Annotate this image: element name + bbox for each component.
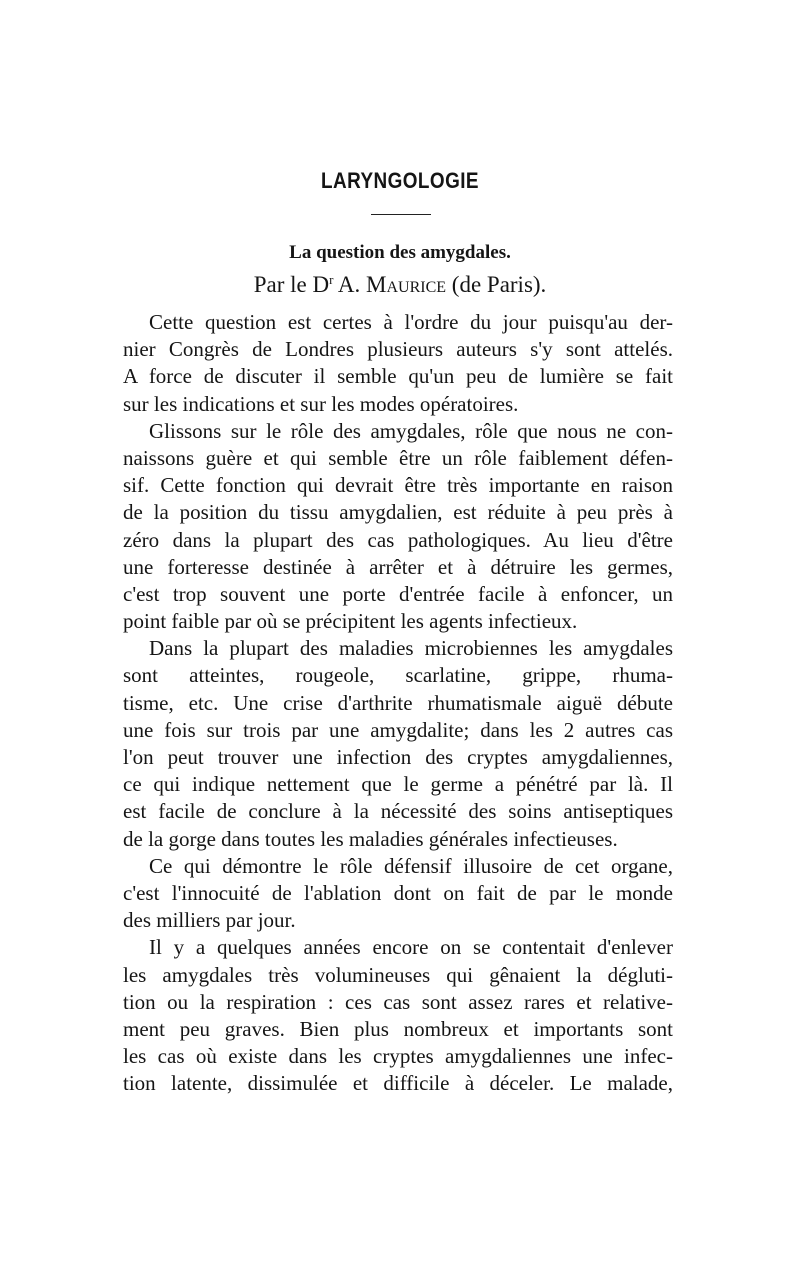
text-line: c'est trop souvent une porte d'entrée facile à enfoncer, un bbox=[123, 581, 673, 606]
byline-initial: A. bbox=[337, 272, 361, 297]
text-line: sont atteintes, rougeole, scarlatine, grippe, rhuma- bbox=[123, 663, 673, 688]
byline bbox=[0, 272, 800, 298]
text-line: les amygdales très volumineuses qui gênaient la dégluti- bbox=[123, 962, 673, 987]
text-line: de la gorge dans toutes les maladies générales infectieuses. bbox=[123, 826, 618, 851]
text-line: Il y a quelques années encore on se contentait d'enlever bbox=[149, 935, 673, 960]
text-line: point faible par où se précipitent les agents infectieux. bbox=[123, 609, 578, 634]
text-line: naissons guère et qui semble être un rôle faiblement défen- bbox=[123, 445, 673, 470]
heading-rule bbox=[371, 214, 431, 215]
text-line: est facile de conclure à la nécessité des soins antiseptiques bbox=[123, 799, 673, 824]
text-line: Glissons sur le rôle des amygdales, rôle que nous ne con- bbox=[149, 418, 673, 443]
text-line: Cette question est certes à l'ordre du jour puisqu'au der- bbox=[149, 310, 673, 334]
text-line: une fois sur trois par une amygdalite; dans les 2 autres cas bbox=[123, 717, 673, 742]
text-line: sur les indications et sur les modes opératoires. bbox=[123, 391, 519, 416]
text-line: tion ou la respiration : ces cas sont assez rares et relative- bbox=[123, 989, 673, 1014]
article-title: La question des amygdales. bbox=[289, 242, 511, 263]
text-line: tisme, etc. Une crise d'arthrite rhumatismale aiguë débute bbox=[123, 690, 673, 715]
article-body bbox=[123, 309, 673, 1097]
text-line: A force de discuter il semble qu'un peu de lumière se fait bbox=[123, 364, 673, 389]
text-line: sif. Cette fonction qui devrait être très importante en raison bbox=[123, 473, 673, 498]
text-line: tion latente, dissimulée et difficile à déceler. Le malade, bbox=[123, 1071, 673, 1096]
text-line: de la position du tissu amygdalien, est réduite à peu près à bbox=[123, 500, 673, 525]
byline-sup: r bbox=[329, 272, 334, 287]
text-line: les cas où existe dans les cryptes amygdaliennes une infec- bbox=[123, 1044, 673, 1069]
byline-prefix: Par le D bbox=[253, 272, 330, 297]
author-name: Maurice bbox=[366, 272, 447, 297]
text-line: nier Congrès de Londres plusieurs auteurs s'y sont attelés. bbox=[123, 337, 673, 362]
text-line: l'on peut trouver une infection des cryptes amygdaliennes, bbox=[123, 745, 673, 769]
section-heading: LARYNGOLOGIE bbox=[321, 168, 479, 193]
text-line: c'est l'innocuité de l'ablation dont on fait de par le monde bbox=[123, 880, 673, 905]
text-line: ce qui indique nettement que le germe a pénétré par là. Il bbox=[123, 772, 673, 797]
text-line: ment peu graves. Bien plus nombreux et importants sont bbox=[123, 1016, 673, 1041]
text-line: Ce qui démontre le rôle défensif illusoire de cet organe, bbox=[149, 853, 673, 878]
text-line: zéro dans la plupart des cas pathologiques. Au lieu d'être bbox=[123, 527, 673, 552]
text-line: Dans la plupart des maladies microbiennes les amygdales bbox=[149, 636, 673, 661]
text-line: des milliers par jour. bbox=[123, 908, 296, 933]
byline-suffix: (de Paris). bbox=[451, 272, 547, 297]
text-line: une forteresse destinée à arrêter et à détruire les germes, bbox=[123, 554, 673, 579]
